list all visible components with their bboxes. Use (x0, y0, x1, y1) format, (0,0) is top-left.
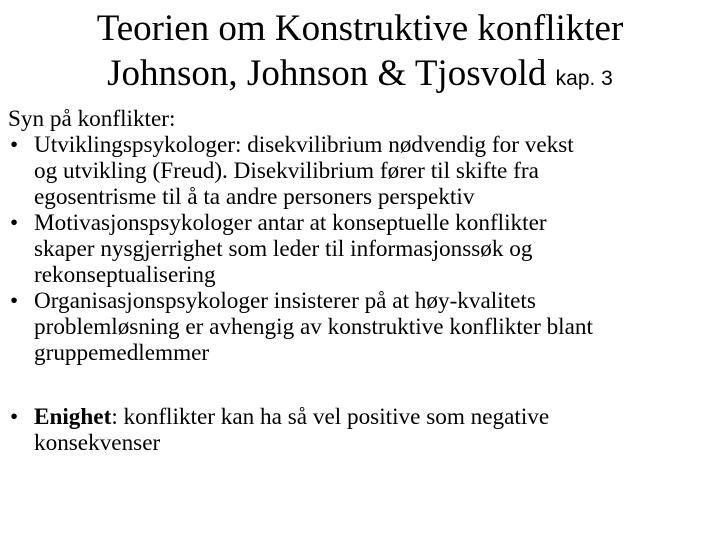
bullet-line: og utvikling (Freud). Disekvilibrium fører til skifte fra (34, 158, 539, 184)
bullet-icon: • (10, 404, 19, 430)
title-line-1: Teorien om Konstruktive konflikter (96, 8, 624, 49)
bullet-item-motivational-psychologists (8, 210, 714, 288)
bullet-item-developmental-psychologists (8, 132, 714, 210)
title-chapter: kap. 3 (555, 67, 613, 90)
bullet-line: gruppemedlemmer (34, 340, 210, 366)
slide-body (8, 106, 714, 456)
bullet-line: rekonseptualisering (34, 262, 216, 288)
bullet-line: Utviklingspsykologer: disekvilibrium nødvendig for vekst (34, 132, 574, 158)
bullet-item-consensus (8, 404, 714, 456)
slide-title (0, 6, 720, 101)
bullet-line: egosentrisme til å ta andre personers perspektiv (34, 184, 475, 210)
bullet-icon: • (10, 132, 19, 158)
bullet-line (34, 404, 714, 430)
bullet-icon: • (10, 210, 19, 236)
bullet-line: Organisasjonspsykologer insisterer på at høy-kvalitets (34, 288, 536, 314)
bullet-line: problemløsning er avhengig av konstruktive konflikter blant (34, 314, 593, 340)
bullet-line-rest: : konflikter kan ha så vel positive som negative (111, 404, 550, 430)
bold-term: Enighet (34, 404, 112, 430)
intro-text: Syn på konflikter: (8, 106, 176, 132)
title-line-2 (0, 51, 720, 101)
bullet-item-organizational-psychologists (8, 288, 714, 366)
title-authors: Johnson, Johnson & Tjosvold (107, 53, 547, 94)
bullet-list (8, 132, 714, 456)
bullet-icon: • (10, 288, 19, 314)
bullet-line: konsekvenser (34, 430, 161, 456)
bullet-line: skaper nysgjerrighet som leder til informasjonssøk og (34, 236, 533, 262)
bullet-line: Motivasjonspsykologer antar at konseptuelle konflikter (34, 210, 547, 236)
